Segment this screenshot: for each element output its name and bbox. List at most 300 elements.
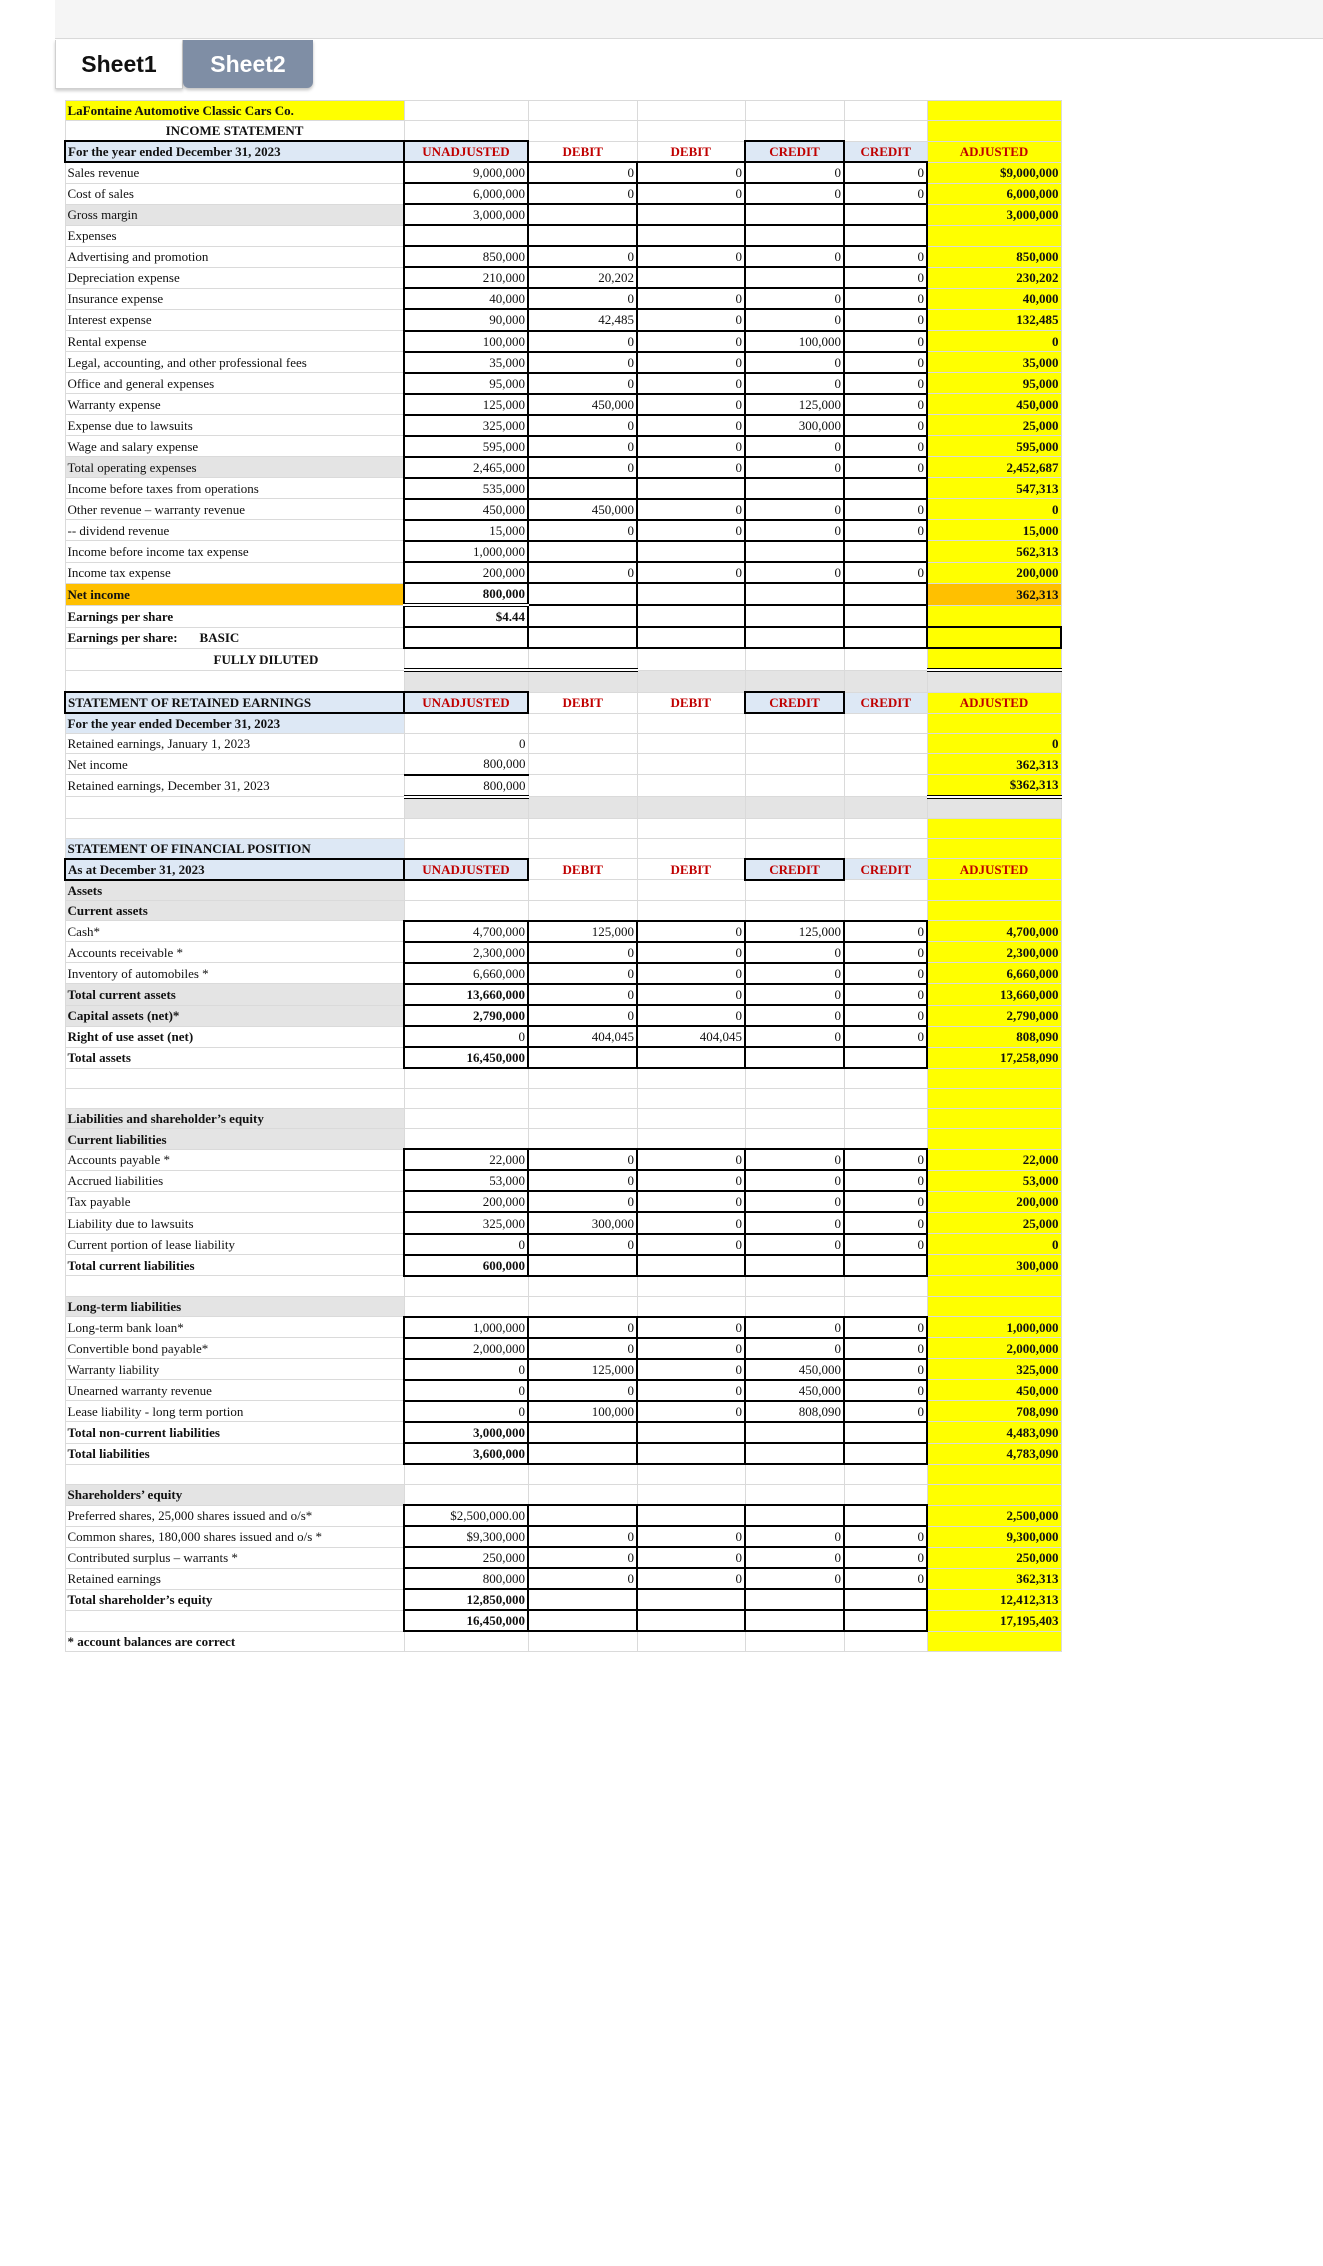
- cell-adjusted[interactable]: 850,000: [927, 246, 1061, 267]
- cell-credit-2[interactable]: [844, 1505, 927, 1526]
- cell-label[interactable]: Expense due to lawsuits: [65, 415, 404, 436]
- cell-credit-2[interactable]: [844, 900, 927, 921]
- cell-debit-2[interactable]: 0: [637, 1338, 745, 1359]
- cell-credit-2[interactable]: 0: [844, 331, 927, 352]
- cell-credit-1[interactable]: [745, 583, 844, 605]
- cell-credit-1[interactable]: 0: [745, 1191, 844, 1212]
- cell-debit-2[interactable]: 0: [637, 352, 745, 373]
- cell-credit-1[interactable]: 0: [745, 246, 844, 267]
- cell-unadjusted[interactable]: 0: [404, 734, 528, 754]
- cell-unadjusted[interactable]: 0: [404, 1401, 528, 1422]
- cell-label[interactable]: Cash*: [65, 921, 404, 942]
- cell-adjusted[interactable]: $362,313: [927, 775, 1061, 797]
- cell-adjusted[interactable]: 250,000: [927, 1547, 1061, 1568]
- cell-adjusted[interactable]: [927, 797, 1061, 819]
- cell-debit-1[interactable]: 0: [528, 1005, 637, 1026]
- cell-unadjusted[interactable]: [404, 1129, 528, 1150]
- cell-label[interactable]: [65, 1089, 404, 1109]
- cell-label[interactable]: Inventory of automobiles *: [65, 963, 404, 984]
- cell-debit-1[interactable]: 0: [528, 1380, 637, 1401]
- cell-debit-2[interactable]: 0: [637, 246, 745, 267]
- cell-debit-2[interactable]: [637, 101, 745, 121]
- cell-adjusted[interactable]: [927, 1276, 1061, 1297]
- cell-debit-2[interactable]: DEBIT: [637, 692, 745, 713]
- cell-debit-1[interactable]: 42,485: [528, 309, 637, 330]
- cell-adjusted[interactable]: 22,000: [927, 1149, 1061, 1170]
- cell-credit-1[interactable]: 0: [745, 183, 844, 204]
- cell-adjusted[interactable]: 362,313: [927, 583, 1061, 605]
- cell-label[interactable]: [65, 670, 404, 692]
- cell-adjusted[interactable]: 25,000: [927, 415, 1061, 436]
- cell-credit-1[interactable]: CREDIT: [745, 859, 844, 880]
- cell-debit-1[interactable]: [528, 670, 637, 692]
- cell-debit-2[interactable]: [637, 1610, 745, 1631]
- cell-unadjusted[interactable]: 13,660,000: [404, 984, 528, 1005]
- cell-label[interactable]: Total operating expenses: [65, 457, 404, 478]
- cell-label[interactable]: Warranty expense: [65, 394, 404, 415]
- cell-debit-1[interactable]: 0: [528, 183, 637, 204]
- cell-debit-2[interactable]: [637, 880, 745, 901]
- cell-debit-1[interactable]: 0: [528, 436, 637, 457]
- cell-debit-2[interactable]: 0: [637, 183, 745, 204]
- cell-debit-1[interactable]: [528, 1631, 637, 1652]
- cell-debit-1[interactable]: [528, 225, 637, 246]
- cell-debit-2[interactable]: [637, 121, 745, 142]
- cell-debit-2[interactable]: 0: [637, 921, 745, 942]
- cell-label[interactable]: Total current assets: [65, 984, 404, 1005]
- cell-debit-1[interactable]: 0: [528, 457, 637, 478]
- cell-unadjusted[interactable]: 535,000: [404, 478, 528, 499]
- cell-debit-1[interactable]: [528, 1129, 637, 1150]
- cell-unadjusted[interactable]: [404, 900, 528, 921]
- cell-credit-2[interactable]: [844, 1464, 927, 1485]
- cell-debit-2[interactable]: [637, 1047, 745, 1068]
- cell-debit-1[interactable]: 0: [528, 246, 637, 267]
- cell-adjusted[interactable]: [927, 1109, 1061, 1129]
- cell-adjusted[interactable]: 450,000: [927, 1380, 1061, 1401]
- cell-debit-1[interactable]: 125,000: [528, 1359, 637, 1380]
- cell-adjusted[interactable]: [927, 713, 1061, 734]
- cell-credit-2[interactable]: [844, 818, 927, 838]
- cell-adjusted[interactable]: [927, 838, 1061, 859]
- cell-credit-2[interactable]: CREDIT: [844, 141, 927, 162]
- cell-credit-2[interactable]: 0: [844, 1380, 927, 1401]
- cell-unadjusted[interactable]: [404, 1296, 528, 1317]
- cell-credit-1[interactable]: [745, 838, 844, 859]
- cell-unadjusted[interactable]: [404, 121, 528, 142]
- cell-credit-2[interactable]: 0: [844, 1212, 927, 1233]
- cell-credit-2[interactable]: [844, 1422, 927, 1443]
- cell-label[interactable]: Retained earnings: [65, 1568, 404, 1589]
- cell-credit-2[interactable]: 0: [844, 1005, 927, 1026]
- cell-credit-2[interactable]: 0: [844, 1317, 927, 1338]
- cell-debit-1[interactable]: 300,000: [528, 1212, 637, 1233]
- cell-credit-2[interactable]: [844, 775, 927, 797]
- cell-credit-1[interactable]: [745, 1109, 844, 1129]
- cell-debit-1[interactable]: [528, 1068, 637, 1089]
- cell-debit-2[interactable]: 0: [637, 1149, 745, 1170]
- cell-label[interactable]: [65, 1464, 404, 1485]
- cell-debit-2[interactable]: 0: [637, 1317, 745, 1338]
- cell-credit-2[interactable]: 0: [844, 1401, 927, 1422]
- cell-debit-1[interactable]: 0: [528, 562, 637, 583]
- cell-adjusted[interactable]: 708,090: [927, 1401, 1061, 1422]
- cell-label[interactable]: Accounts payable *: [65, 1149, 404, 1170]
- cell-credit-1[interactable]: 0: [745, 963, 844, 984]
- cell-debit-2[interactable]: 0: [637, 499, 745, 520]
- cell-credit-2[interactable]: [844, 1610, 927, 1631]
- cell-credit-2[interactable]: [844, 1109, 927, 1129]
- cell-debit-1[interactable]: DEBIT: [528, 141, 637, 162]
- cell-unadjusted[interactable]: $9,300,000: [404, 1526, 528, 1547]
- cell-debit-1[interactable]: [528, 1255, 637, 1276]
- cell-unadjusted[interactable]: 6,660,000: [404, 963, 528, 984]
- cell-debit-1[interactable]: 0: [528, 1526, 637, 1547]
- cell-label[interactable]: Total current liabilities: [65, 1255, 404, 1276]
- cell-unadjusted[interactable]: 600,000: [404, 1255, 528, 1276]
- cell-debit-2[interactable]: 0: [637, 288, 745, 309]
- cell-credit-2[interactable]: [844, 880, 927, 901]
- cell-adjusted[interactable]: 35,000: [927, 352, 1061, 373]
- cell-debit-1[interactable]: [528, 1443, 637, 1464]
- cell-debit-2[interactable]: [637, 754, 745, 775]
- cell-credit-1[interactable]: 300,000: [745, 415, 844, 436]
- cell-credit-2[interactable]: 0: [844, 1170, 927, 1191]
- cell-label[interactable]: STATEMENT OF RETAINED EARNINGS: [65, 692, 404, 713]
- cell-debit-2[interactable]: 0: [637, 394, 745, 415]
- cell-adjusted[interactable]: 300,000: [927, 1255, 1061, 1276]
- cell-unadjusted[interactable]: [404, 1631, 528, 1652]
- cell-label[interactable]: [65, 818, 404, 838]
- cell-debit-1[interactable]: [528, 734, 637, 754]
- cell-debit-2[interactable]: [637, 583, 745, 605]
- cell-credit-1[interactable]: [745, 1422, 844, 1443]
- cell-label[interactable]: Convertible bond payable*: [65, 1338, 404, 1359]
- cell-debit-1[interactable]: [528, 1276, 637, 1297]
- cell-debit-2[interactable]: [637, 1589, 745, 1610]
- cell-adjusted[interactable]: 808,090: [927, 1026, 1061, 1047]
- cell-credit-2[interactable]: 0: [844, 246, 927, 267]
- cell-label[interactable]: -- dividend revenue: [65, 520, 404, 541]
- cell-label[interactable]: Capital assets (net)*: [65, 1005, 404, 1026]
- cell-debit-1[interactable]: [528, 1505, 637, 1526]
- cell-debit-2[interactable]: 404,045: [637, 1026, 745, 1047]
- cell-debit-2[interactable]: [637, 1422, 745, 1443]
- cell-debit-2[interactable]: 0: [637, 1359, 745, 1380]
- cell-credit-2[interactable]: [844, 478, 927, 499]
- cell-unadjusted[interactable]: 3,000,000: [404, 1422, 528, 1443]
- cell-credit-1[interactable]: [745, 670, 844, 692]
- cell-debit-1[interactable]: 0: [528, 1547, 637, 1568]
- cell-credit-2[interactable]: 0: [844, 499, 927, 520]
- cell-credit-1[interactable]: 0: [745, 984, 844, 1005]
- cell-debit-2[interactable]: [637, 734, 745, 754]
- cell-credit-1[interactable]: [745, 204, 844, 225]
- cell-unadjusted[interactable]: [404, 648, 528, 670]
- cell-unadjusted[interactable]: 3,600,000: [404, 1443, 528, 1464]
- cell-label[interactable]: For the year ended December 31, 2023: [65, 141, 404, 162]
- cell-credit-2[interactable]: 0: [844, 1359, 927, 1380]
- cell-credit-2[interactable]: 0: [844, 352, 927, 373]
- cell-credit-1[interactable]: [745, 648, 844, 670]
- cell-adjusted[interactable]: $9,000,000: [927, 162, 1061, 183]
- cell-credit-1[interactable]: 0: [745, 520, 844, 541]
- cell-credit-2[interactable]: [844, 1276, 927, 1297]
- cell-credit-2[interactable]: [844, 1068, 927, 1089]
- cell-debit-1[interactable]: [528, 818, 637, 838]
- cell-credit-1[interactable]: 125,000: [745, 921, 844, 942]
- cell-adjusted[interactable]: 2,300,000: [927, 942, 1061, 963]
- cell-label[interactable]: [65, 1068, 404, 1089]
- cell-label[interactable]: Long-term bank loan*: [65, 1317, 404, 1338]
- cell-credit-1[interactable]: [745, 734, 844, 754]
- cell-credit-1[interactable]: [745, 754, 844, 775]
- cell-adjusted[interactable]: ADJUSTED: [927, 141, 1061, 162]
- cell-debit-2[interactable]: 0: [637, 1212, 745, 1233]
- cell-credit-2[interactable]: [844, 838, 927, 859]
- cell-debit-2[interactable]: 0: [637, 520, 745, 541]
- cell-credit-1[interactable]: 0: [745, 499, 844, 520]
- cell-label[interactable]: Sales revenue: [65, 162, 404, 183]
- cell-debit-1[interactable]: 0: [528, 288, 637, 309]
- cell-credit-1[interactable]: [745, 101, 844, 121]
- cell-debit-2[interactable]: [637, 478, 745, 499]
- cell-adjusted[interactable]: 450,000: [927, 394, 1061, 415]
- cell-credit-1[interactable]: 0: [745, 436, 844, 457]
- cell-adjusted[interactable]: 12,412,313: [927, 1589, 1061, 1610]
- cell-credit-1[interactable]: 450,000: [745, 1359, 844, 1380]
- cell-credit-1[interactable]: CREDIT: [745, 692, 844, 713]
- cell-credit-2[interactable]: 0: [844, 921, 927, 942]
- cell-debit-2[interactable]: [637, 775, 745, 797]
- cell-credit-1[interactable]: [745, 1485, 844, 1506]
- cell-adjusted[interactable]: [927, 1464, 1061, 1485]
- cell-credit-2[interactable]: [844, 1443, 927, 1464]
- cell-unadjusted[interactable]: $4.44: [404, 605, 528, 627]
- cell-unadjusted[interactable]: [404, 1068, 528, 1089]
- cell-label[interactable]: Legal, accounting, and other professional fees: [65, 352, 404, 373]
- cell-label[interactable]: [65, 627, 404, 648]
- cell-unadjusted[interactable]: 0: [404, 1026, 528, 1047]
- cell-label[interactable]: Income before taxes from operations: [65, 478, 404, 499]
- cell-debit-2[interactable]: [637, 605, 745, 627]
- cell-debit-2[interactable]: 0: [637, 562, 745, 583]
- cell-label[interactable]: Net income: [65, 583, 404, 605]
- cell-debit-1[interactable]: 0: [528, 1568, 637, 1589]
- cell-adjusted[interactable]: 547,313: [927, 478, 1061, 499]
- cell-unadjusted[interactable]: UNADJUSTED: [404, 859, 528, 880]
- cell-unadjusted[interactable]: 250,000: [404, 1547, 528, 1568]
- cell-debit-1[interactable]: 0: [528, 520, 637, 541]
- cell-label[interactable]: STATEMENT OF FINANCIAL POSITION: [65, 838, 404, 859]
- cell-debit-2[interactable]: 0: [637, 436, 745, 457]
- cell-label[interactable]: LaFontaine Automotive Classic Cars Co.: [65, 101, 404, 121]
- cell-debit-2[interactable]: [637, 1129, 745, 1150]
- cell-debit-2[interactable]: 0: [637, 415, 745, 436]
- cell-credit-2[interactable]: [844, 1255, 927, 1276]
- cell-debit-2[interactable]: [637, 627, 745, 648]
- cell-debit-1[interactable]: 0: [528, 1317, 637, 1338]
- cell-adjusted[interactable]: 1,000,000: [927, 1317, 1061, 1338]
- cell-debit-1[interactable]: [528, 121, 637, 142]
- cell-credit-1[interactable]: 0: [745, 373, 844, 394]
- cell-unadjusted[interactable]: [404, 1089, 528, 1109]
- cell-debit-1[interactable]: [528, 627, 637, 648]
- cell-credit-1[interactable]: [745, 1464, 844, 1485]
- cell-adjusted[interactable]: 132,485: [927, 309, 1061, 330]
- cell-credit-1[interactable]: [745, 1089, 844, 1109]
- cell-label[interactable]: Retained earnings, December 31, 2023: [65, 775, 404, 797]
- cell-credit-1[interactable]: [745, 225, 844, 246]
- cell-credit-1[interactable]: [745, 1443, 844, 1464]
- cell-debit-2[interactable]: [637, 1296, 745, 1317]
- cell-credit-2[interactable]: 0: [844, 984, 927, 1005]
- cell-credit-2[interactable]: 0: [844, 1568, 927, 1589]
- cell-debit-1[interactable]: [528, 1464, 637, 1485]
- cell-credit-2[interactable]: 0: [844, 520, 927, 541]
- cell-label[interactable]: As at December 31, 2023: [65, 859, 404, 880]
- sheet-tab-1[interactable]: Sheet1: [55, 40, 183, 89]
- cell-unadjusted[interactable]: 2,465,000: [404, 457, 528, 478]
- cell-unadjusted[interactable]: 325,000: [404, 415, 528, 436]
- cell-unadjusted[interactable]: 125,000: [404, 394, 528, 415]
- cell-unadjusted[interactable]: [404, 1485, 528, 1506]
- cell-debit-1[interactable]: 0: [528, 373, 637, 394]
- cell-unadjusted[interactable]: 95,000: [404, 373, 528, 394]
- cell-label[interactable]: For the year ended December 31, 2023: [65, 713, 404, 734]
- cell-credit-2[interactable]: CREDIT: [844, 859, 927, 880]
- cell-label[interactable]: Gross margin: [65, 204, 404, 225]
- cell-debit-2[interactable]: [637, 1068, 745, 1089]
- cell-adjusted[interactable]: [927, 670, 1061, 692]
- cell-adjusted[interactable]: [927, 605, 1061, 627]
- cell-label[interactable]: Warranty liability: [65, 1359, 404, 1380]
- cell-credit-1[interactable]: [745, 1631, 844, 1652]
- cell-credit-2[interactable]: 0: [844, 1547, 927, 1568]
- cell-adjusted[interactable]: 0: [927, 331, 1061, 352]
- cell-credit-2[interactable]: 0: [844, 457, 927, 478]
- cell-debit-1[interactable]: [528, 754, 637, 775]
- cell-debit-2[interactable]: [637, 670, 745, 692]
- cell-adjusted[interactable]: 17,258,090: [927, 1047, 1061, 1068]
- cell-credit-2[interactable]: 0: [844, 309, 927, 330]
- cell-credit-1[interactable]: 0: [745, 1568, 844, 1589]
- cell-credit-2[interactable]: [844, 121, 927, 142]
- cell-label[interactable]: Total assets: [65, 1047, 404, 1068]
- cell-label[interactable]: Insurance expense: [65, 288, 404, 309]
- cell-label[interactable]: Interest expense: [65, 309, 404, 330]
- cell-debit-2[interactable]: 0: [637, 984, 745, 1005]
- cell-adjusted[interactable]: 25,000: [927, 1212, 1061, 1233]
- cell-credit-2[interactable]: 0: [844, 1234, 927, 1255]
- cell-label[interactable]: Lease liability - long term portion: [65, 1401, 404, 1422]
- cell-debit-2[interactable]: 0: [637, 1170, 745, 1191]
- cell-debit-1[interactable]: [528, 1296, 637, 1317]
- cell-unadjusted[interactable]: 16,450,000: [404, 1047, 528, 1068]
- cell-debit-2[interactable]: [637, 1631, 745, 1652]
- cell-debit-2[interactable]: [637, 1089, 745, 1109]
- cell-debit-1[interactable]: 0: [528, 984, 637, 1005]
- cell-label[interactable]: Expenses: [65, 225, 404, 246]
- cell-adjusted[interactable]: 0: [927, 734, 1061, 754]
- cell-debit-2[interactable]: [637, 1443, 745, 1464]
- cell-debit-1[interactable]: [528, 204, 637, 225]
- cell-adjusted[interactable]: 4,783,090: [927, 1443, 1061, 1464]
- cell-credit-2[interactable]: [844, 713, 927, 734]
- cell-adjusted[interactable]: 15,000: [927, 520, 1061, 541]
- cell-unadjusted[interactable]: 3,000,000: [404, 204, 528, 225]
- cell-debit-1[interactable]: 0: [528, 1170, 637, 1191]
- cell-adjusted[interactable]: 4,483,090: [927, 1422, 1061, 1443]
- cell-label[interactable]: FULLY DILUTED: [65, 648, 404, 670]
- cell-debit-1[interactable]: [528, 775, 637, 797]
- cell-label[interactable]: Contributed surplus – warrants *: [65, 1547, 404, 1568]
- cell-credit-2[interactable]: [844, 1129, 927, 1150]
- cell-credit-1[interactable]: 125,000: [745, 394, 844, 415]
- cell-credit-1[interactable]: [745, 1589, 844, 1610]
- cell-debit-1[interactable]: [528, 797, 637, 819]
- cell-credit-1[interactable]: [745, 775, 844, 797]
- cell-credit-2[interactable]: [844, 225, 927, 246]
- cell-credit-2[interactable]: [844, 734, 927, 754]
- cell-unadjusted[interactable]: 1,000,000: [404, 1317, 528, 1338]
- cell-credit-1[interactable]: [745, 713, 844, 734]
- cell-label[interactable]: Accrued liabilities: [65, 1170, 404, 1191]
- cell-unadjusted[interactable]: 800,000: [404, 754, 528, 775]
- cell-credit-2[interactable]: [844, 605, 927, 627]
- cell-debit-2[interactable]: [637, 1485, 745, 1506]
- cell-debit-1[interactable]: [528, 541, 637, 562]
- cell-credit-1[interactable]: 0: [745, 1338, 844, 1359]
- cell-label[interactable]: Common shares, 180,000 shares issued and o/s *: [65, 1526, 404, 1547]
- cell-credit-2[interactable]: [844, 1296, 927, 1317]
- cell-debit-2[interactable]: 0: [637, 1401, 745, 1422]
- cell-label[interactable]: INCOME STATEMENT: [65, 121, 404, 142]
- cell-debit-2[interactable]: [637, 1464, 745, 1485]
- cell-label[interactable]: Wage and salary expense: [65, 436, 404, 457]
- cell-adjusted[interactable]: 40,000: [927, 288, 1061, 309]
- cell-credit-2[interactable]: CREDIT: [844, 692, 927, 713]
- cell-credit-1[interactable]: 0: [745, 942, 844, 963]
- cell-adjusted[interactable]: 17,195,403: [927, 1610, 1061, 1631]
- cell-unadjusted[interactable]: [404, 797, 528, 819]
- cell-debit-2[interactable]: [637, 1505, 745, 1526]
- cell-unadjusted[interactable]: [404, 1464, 528, 1485]
- cell-credit-2[interactable]: 0: [844, 1526, 927, 1547]
- cell-debit-1[interactable]: 0: [528, 415, 637, 436]
- cell-credit-1[interactable]: [745, 627, 844, 648]
- cell-unadjusted[interactable]: 9,000,000: [404, 162, 528, 183]
- cell-unadjusted[interactable]: 40,000: [404, 288, 528, 309]
- cell-credit-1[interactable]: [745, 1505, 844, 1526]
- cell-credit-2[interactable]: 0: [844, 963, 927, 984]
- cell-unadjusted[interactable]: 2,790,000: [404, 1005, 528, 1026]
- cell-unadjusted[interactable]: [404, 225, 528, 246]
- cell-adjusted[interactable]: 3,000,000: [927, 204, 1061, 225]
- cell-label[interactable]: Depreciation expense: [65, 267, 404, 288]
- cell-label[interactable]: [65, 1276, 404, 1297]
- cell-credit-1[interactable]: [745, 121, 844, 142]
- cell-credit-1[interactable]: 0: [745, 1005, 844, 1026]
- cell-credit-1[interactable]: 0: [745, 1234, 844, 1255]
- cell-debit-1[interactable]: [528, 1610, 637, 1631]
- cell-debit-1[interactable]: [528, 583, 637, 605]
- cell-debit-2[interactable]: [637, 713, 745, 734]
- cell-unadjusted[interactable]: 16,450,000: [404, 1610, 528, 1631]
- cell-unadjusted[interactable]: 15,000: [404, 520, 528, 541]
- cell-unadjusted[interactable]: 800,000: [404, 1568, 528, 1589]
- cell-debit-1[interactable]: 20,202: [528, 267, 637, 288]
